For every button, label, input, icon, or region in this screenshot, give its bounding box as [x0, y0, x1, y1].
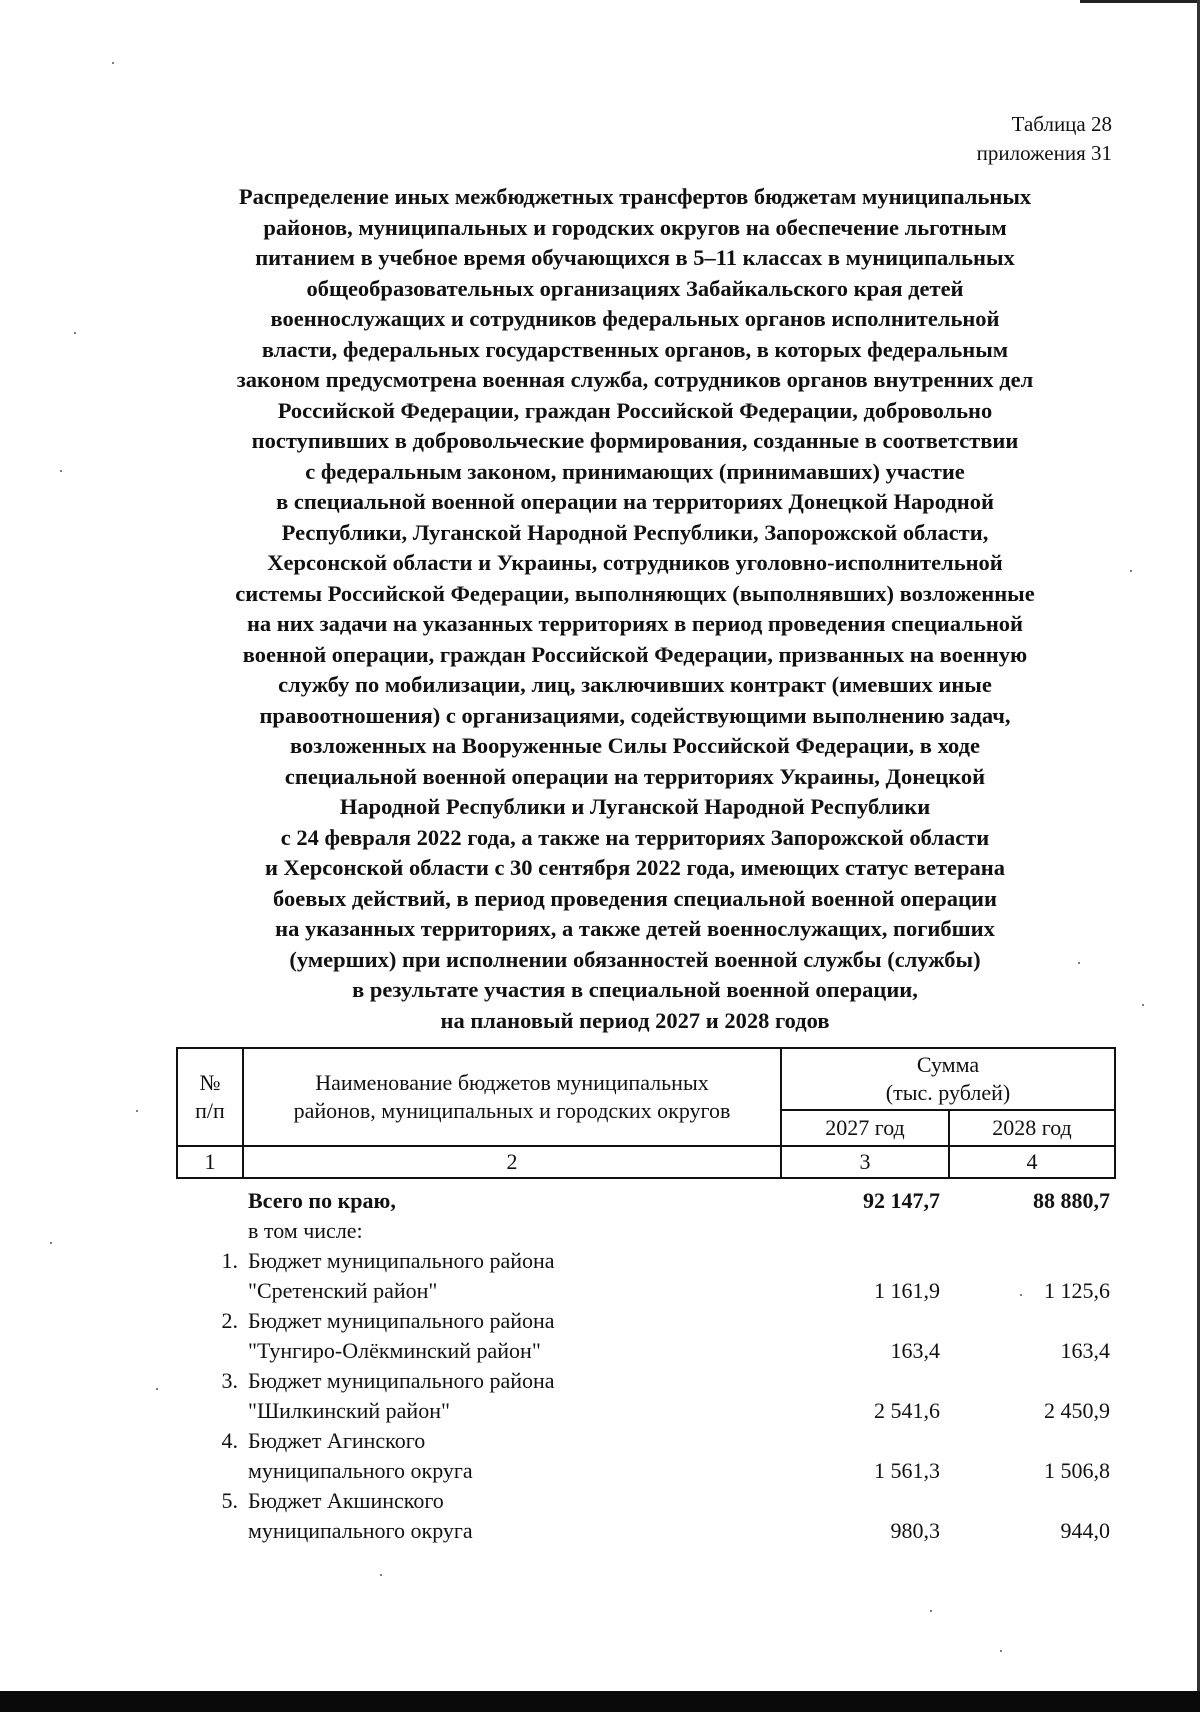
title-line: районов, муниципальных и городских округов на обеспечение льготным: [263, 214, 1007, 240]
title-line: Распределение иных межбюджетных трансфертов бюджетам муниципальных: [238, 184, 1032, 209]
scan-speck: [1000, 1650, 1002, 1652]
total-2028-value: 88 880,7: [1033, 1188, 1110, 1213]
row-number: 5.: [221, 1488, 238, 1513]
table-row: [176, 1306, 1114, 1366]
title-line: с 24 февраля 2022 года, а также на территориях Запорожской области: [280, 824, 990, 850]
title-line: на них задачи на указанных территориях в период проведения специальной: [246, 611, 1024, 636]
row-budget-name: [242, 1246, 780, 1306]
row-number: 1.: [221, 1248, 238, 1273]
scan-speck: [60, 470, 62, 472]
scan-speck: [74, 332, 76, 334]
title-line: Республики, Луганской Народной Республики, Запорожской области,: [281, 519, 989, 545]
table-row: [176, 1486, 1114, 1546]
document-title: [160, 182, 1110, 1036]
row-budget-name-line2: муниципального округа: [248, 1458, 473, 1483]
header-name-cell: [243, 1048, 781, 1146]
total-2027-value: 92 147,7: [863, 1188, 940, 1213]
row-2028-value: 944,0: [1060, 1518, 1110, 1543]
title-line: поступивших в добровольческие формирования, созданные в соответствии: [251, 428, 1019, 453]
title-line: Херсонской области и Украины, сотрудников уголовно-исполнительной: [267, 550, 1003, 575]
scan-speck: [380, 1574, 382, 1576]
row-budget-name-line2: муниципального округа: [248, 1518, 473, 1543]
subtotal-caption-row: [176, 1216, 1114, 1246]
budget-rows: [176, 1246, 1114, 1546]
scan-speck: [136, 1110, 138, 1112]
row-budget-name-line2: "Сретенский район": [248, 1278, 438, 1303]
row-2027-value: 2 541,6: [874, 1398, 940, 1423]
header-sum-cell: [781, 1048, 1115, 1110]
header-year-2027: 2027 год: [781, 1110, 949, 1146]
title-line: Российской Федерации, граждан Российской Федерации, добровольно: [277, 397, 993, 423]
header-number-abbr: п/п: [195, 1098, 225, 1123]
row-number: 4.: [221, 1428, 238, 1453]
scan-border-bottom: [0, 1691, 1200, 1712]
title-line: на плановый период 2027 и 2028 годов: [440, 1007, 830, 1033]
row-2027-value: 163,4: [890, 1338, 940, 1363]
title-line: питанием в учебное время обучающихся в 5–11 классах в муниципальных: [255, 245, 1015, 270]
total-row: [176, 1186, 1114, 1216]
table-annex-reference: [977, 110, 1112, 168]
row-2027-value: 1 561,3: [874, 1458, 940, 1483]
row-budget-name-line1: Бюджет муниципального района: [248, 1308, 555, 1333]
column-number-4: 4: [949, 1146, 1115, 1178]
row-2027-value: 1 161,9: [874, 1278, 940, 1303]
scan-speck: [1130, 570, 1132, 572]
header-number-symbol: №: [199, 1070, 221, 1095]
including-label: в том числе:: [248, 1218, 363, 1243]
title-line: Народной Республики и Луганской Народной Республики: [339, 794, 931, 819]
row-budget-name-line2: "Тунгиро-Олёкминский район": [248, 1338, 541, 1363]
title-line: власти, федеральных государственных органов, в которых федеральным: [261, 336, 1009, 362]
total-label: Всего по краю,: [248, 1188, 396, 1213]
title-line: военной операции, граждан Российской Федерации, призванных на военную: [242, 641, 1028, 667]
table-row: [176, 1246, 1114, 1306]
row-2028-value: 1 506,8: [1044, 1458, 1110, 1483]
row-2027-value: 980,3: [890, 1518, 940, 1543]
scan-speck: [1142, 1004, 1144, 1006]
column-number-3: 3: [781, 1146, 949, 1178]
column-number-2: 2: [243, 1146, 781, 1178]
title-line: военнослужащих и сотрудников федеральных органов исполнительной: [270, 306, 1000, 331]
header-number-cell: [177, 1048, 243, 1146]
title-line: с федеральным законом, принимающих (принимавших) участие: [305, 458, 965, 484]
row-budget-name: [242, 1426, 780, 1486]
header-name-line2: районов, муниципальных и городских округов: [293, 1098, 731, 1123]
row-budget-name: [242, 1486, 780, 1546]
row-budget-name-line1: Бюджет муниципального района: [248, 1248, 555, 1273]
row-budget-name-line2: "Шилкинский район": [248, 1398, 450, 1423]
row-2028-value: 163,4: [1060, 1338, 1110, 1363]
title-line: системы Российской Федерации, выполняющих (выполнявших) возложенные: [235, 580, 1035, 606]
title-line: правоотношения) с организациями, содействующими выполнению задач,: [259, 702, 1011, 728]
scan-speck: [112, 62, 114, 64]
scan-border-top: [1080, 0, 1200, 3]
header-sum-label: Сумма: [916, 1052, 980, 1077]
table-header: [176, 1047, 1116, 1179]
row-budget-name-line1: Бюджет Акшинского: [248, 1488, 444, 1513]
row-2028-value: 2 450,9: [1044, 1398, 1110, 1423]
title-line: в специальной военной операции на территориях Донецкой Народной: [276, 489, 994, 514]
title-line: возложенных на Вооруженные Силы Российской Федерации, в ходе: [290, 733, 980, 758]
row-number: 3.: [221, 1368, 238, 1393]
title-line: общеобразовательных организациях Забайкальского края детей: [306, 275, 964, 301]
row-budget-name: [242, 1366, 780, 1426]
scan-speck: [930, 1610, 932, 1612]
title-line: (умерших) при исполнении обязанностей военной службы (службы): [289, 946, 981, 972]
table-row: [176, 1366, 1114, 1426]
scan-speck: [50, 1242, 52, 1244]
column-number-1: 1: [177, 1146, 243, 1178]
title-line: специальной военной операции на территориях Украины, Донецкой: [284, 763, 986, 789]
row-budget-name-line1: Бюджет муниципального района: [248, 1368, 555, 1393]
table-number: Таблица 28: [1011, 112, 1112, 136]
row-budget-name-line1: Бюджет Агинского: [248, 1428, 426, 1453]
header-sum-unit: (тыс. рублей): [885, 1080, 1011, 1105]
row-2028-value: 1 125,6: [1044, 1278, 1110, 1303]
title-line: в результате участия в специальной военной операции,: [352, 977, 918, 1002]
table-body: [176, 1186, 1114, 1546]
title-line: службу по мобилизации, лиц, заключивших контракт (имевших иные: [278, 672, 992, 697]
table-row: [176, 1426, 1114, 1486]
scan-speck: [156, 1388, 158, 1390]
row-budget-name: [242, 1306, 780, 1366]
appendix-number: приложения 31: [976, 141, 1112, 165]
header-year-2028: 2028 год: [949, 1110, 1115, 1146]
header-name-line1: Наименование бюджетов муниципальных: [315, 1070, 709, 1095]
title-line: и Херсонской области с 30 сентября 2022 года, имеющих статус ветерана: [264, 855, 1006, 880]
row-number: 2.: [221, 1308, 238, 1333]
title-line: законом предусмотрена военная служба, сотрудников органов внутренних дел: [236, 367, 1034, 392]
title-line: боевых действий, в период проведения специальной военной операции: [273, 885, 997, 911]
title-line: на указанных территориях, а также детей военнослужащих, погибших: [275, 916, 995, 941]
